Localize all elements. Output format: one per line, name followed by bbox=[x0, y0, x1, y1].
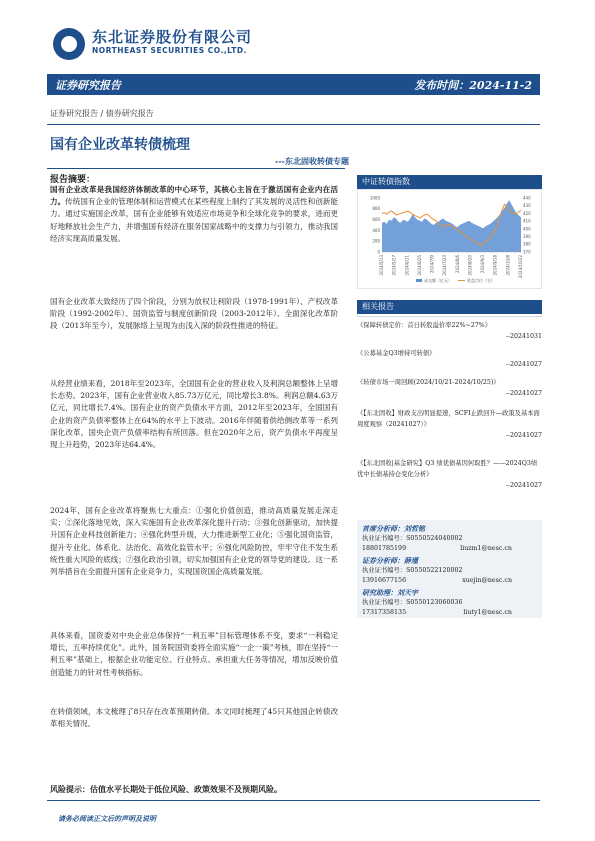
x-tick-label: 2024/6/11 bbox=[404, 255, 410, 276]
analyst-email[interactable]: liuzm1@nesc.cn bbox=[460, 545, 512, 552]
analyst-card bbox=[362, 588, 540, 618]
y-left-tick-label: 0 bbox=[377, 249, 380, 255]
analyst-phone: 13916677156 bbox=[362, 577, 407, 584]
analyst-cert: 执业证书编号：S0550123060036 bbox=[362, 599, 463, 606]
y-right-tick-label: 400 bbox=[523, 226, 531, 232]
analyst-phone: 17317358135 bbox=[362, 609, 407, 616]
x-tick-label: 2024/5/27 bbox=[391, 255, 397, 276]
summary-paragraph-4: 2024年，国有企业改革将聚焦七大重点：①强化价值创造，推动高质量发展走深走实；②深化落地见效，深入实施国有企业改革深化提升行动；③强化创新驱动，加快提升国有企业科技创新能力；④强化转型升级，大力推进新型工业化；⑤强化国资监管，提升专业化、体系化、法治化、高效化监管水平；⑥强化风险防控，牢牢守住不发生系统性重大风险的底线；⑦强化政治引领，切实加强国有企业党的领导党的建设。这一系列举措旨在全面提升国有企业竞争力，实现国资国企高质量发展。 bbox=[50, 506, 338, 577]
y-right-tick-label: 380 bbox=[523, 241, 531, 247]
summary-paragraph-5: 具体来看，国资委对中央企业总体保持“一利五率”目标管理体系不变，要求“一利稳定增长，五率持续优化”。此外，国务院国资委将全面实施“一企一策”考核，即在坚持“一利五率”基础上，根据企业功能定位、行业特点、承担重大任务等情况，增加反映价值创造能力的针对性考核指标。 bbox=[50, 631, 338, 677]
related-report[interactable] bbox=[357, 458, 542, 491]
analyst-card bbox=[362, 524, 540, 554]
x-tick-label: 2024/9/18 bbox=[492, 255, 498, 276]
report-type: 证券研究报告 bbox=[55, 79, 121, 92]
report-date: --20241031 bbox=[505, 333, 542, 340]
chart-section-title: 中证转债指数 bbox=[362, 177, 410, 186]
analyst-role: 首席分析师：刘哲铭 bbox=[362, 524, 425, 533]
summary-paragraph-6: 在转债领域，本文梳理了8只存在改革预期转债。本文同时梳理了45只其他国企转债改革相关情况。 bbox=[50, 707, 338, 729]
header-bar bbox=[47, 74, 540, 95]
x-tick-label: 2024/5/13 bbox=[379, 255, 384, 276]
x-tick-label: 2024/8/20 bbox=[467, 255, 473, 276]
analyst-cert: 执业证书编号：S0550522120002 bbox=[362, 567, 463, 574]
report-date: --20241027 bbox=[505, 361, 542, 368]
related-report[interactable] bbox=[357, 408, 542, 441]
divider bbox=[47, 800, 540, 801]
summary-heading: 报告摘要： bbox=[50, 175, 96, 185]
company-name-en: NORTHEAST SECURITIES CO.,LTD. bbox=[92, 46, 247, 55]
divider bbox=[357, 316, 542, 317]
x-tick-label: 2024/9/3 bbox=[480, 255, 486, 273]
related-report[interactable] bbox=[357, 348, 542, 370]
y-right-tick-label: 410 bbox=[523, 218, 531, 224]
legend-label-index: 收盘点位（右） bbox=[467, 278, 495, 283]
page-subtitle: ---东北固收转债专题 bbox=[275, 156, 349, 166]
footer-disclaimer: 请务必阅读正文后的声明及说明 bbox=[58, 814, 156, 823]
summary-text: 传统国有企业的管理体制和运营模式在某些程度上制约了其发展的灵活性和创新能力。通过实施国企改革，国有企业能够有效适应市场竞争和全球化竞争的要求，进而更好地释放社会生产力，并增强国有经济在服务国家战略中的支撑力与引领力，推动我国经济实现高质量发展。 bbox=[50, 197, 339, 243]
report-title: 《【东北固收|基金研究】Q3 绩优债基因何取胜？——2024Q3绩优中长债基持仓变化分析》 bbox=[357, 460, 538, 478]
legend-label-volume: 成交额（亿元） bbox=[424, 278, 452, 283]
analyst-card bbox=[362, 556, 540, 586]
y-right-tick-label: 420 bbox=[523, 210, 531, 216]
x-tick-label: 2024/8/6 bbox=[454, 255, 460, 273]
summary-paragraph-2: 国有企业改革大致经历了四个阶段，分别为放权让利阶段（1978-1991年）、产权改革阶段（1992-2002年）、国资监管与制度创新阶段（2003-2012年）、全面深化改革阶段（2013年至今），发展脉络上呈现为由浅入深的阶段性推进的特征。 bbox=[50, 297, 338, 331]
y-left-tick-label: 400 bbox=[372, 227, 380, 233]
x-tick-label: 2024/10/8 bbox=[505, 255, 511, 276]
analyst-phone: 18801785199 bbox=[362, 545, 407, 552]
report-title: 《公募基金Q3增持可转债》 bbox=[357, 350, 436, 357]
report-title: 《【东北固收】财政支出明显提速，SCFI止跌回升—政策及基本面周度观察（20241027）》 bbox=[357, 410, 540, 428]
legend-swatch-volume bbox=[416, 279, 422, 282]
analyst-cert: 执业证书编号：S0550524040002 bbox=[362, 535, 463, 542]
y-left-tick-label: 1000 bbox=[369, 195, 380, 201]
report-date: --20241027 bbox=[505, 432, 542, 439]
release-date: 发布时间：2024-11-2 bbox=[414, 79, 532, 92]
related-report[interactable] bbox=[357, 320, 542, 342]
y-right-tick-label: 430 bbox=[523, 203, 531, 209]
y-right-tick-label: 370 bbox=[523, 249, 531, 255]
x-tick-label: 2024/6/25 bbox=[416, 255, 422, 276]
summary-key-sentence: 国有企业改革是我国经济体制改革的中心环节，其核心主旨在于激活国有企业内在活力。 bbox=[50, 185, 338, 207]
breadcrumb: 证券研究报告 / 债券研究报告 bbox=[50, 109, 154, 118]
report-title: 《保障转债定价：首日转股溢价率22%~27%》 bbox=[357, 322, 492, 329]
analyst-role: 证券分析师：薛瑾 bbox=[362, 556, 418, 565]
divider bbox=[47, 168, 345, 169]
y-left-tick-label: 800 bbox=[372, 206, 380, 212]
analyst-email[interactable]: xuejin@nesc.cn bbox=[462, 577, 512, 584]
report-title: 《转债市场一周回顾(2024/10/21-2024/10/25)》 bbox=[357, 379, 500, 386]
analyst-email[interactable]: liuty1@nesc.cn bbox=[463, 609, 512, 616]
analyst-role: 研究助理：刘天宇 bbox=[362, 588, 418, 597]
related-reports-header bbox=[357, 300, 542, 314]
x-tick-label: 2024/7/23 bbox=[442, 255, 448, 276]
related-reports-title: 相关报告 bbox=[362, 302, 394, 311]
risk-warning: 风险提示：估值水平长期处于低位风险、政策效果不及预期风险。 bbox=[50, 784, 282, 794]
y-left-tick-label: 600 bbox=[372, 217, 380, 222]
report-date: --20241027 bbox=[505, 482, 542, 489]
report-date: --20241027 bbox=[505, 390, 542, 397]
y-left-tick-label: 200 bbox=[372, 238, 380, 244]
y-right-tick-label: 440 bbox=[523, 195, 531, 201]
y-right-tick-label: 390 bbox=[523, 233, 531, 239]
x-tick-label: 2024/10/22 bbox=[518, 255, 523, 279]
related-report[interactable] bbox=[357, 377, 542, 399]
page-title: 国有企业改革转债梳理 bbox=[50, 137, 190, 153]
summary-paragraph-3: 从经营业绩来看，2018年至2023年，全国国有企业的营业收入及利润总额整体上呈增长态势。2023年，国有企业营业收入85.73万亿元，同比增长3.8%。利润总额4.63万亿元，同比增长7.4%。国有企业的资产负债水平方面，2012年至2023年，全国国有企业的资产负债率整体上在64%的水平上下波动。2016年伴随着供给侧改革等一系列深化改革，国央企资产负债率结构有所回落。但在2020年之后，资产负债水平再度呈现上升趋势，2023年达64.4%。 bbox=[50, 379, 338, 450]
summary-paragraph-1 bbox=[50, 184, 338, 245]
company-logo-icon bbox=[53, 28, 85, 60]
company-name-cn: 东北证券股份有限公司 bbox=[92, 28, 253, 46]
chart-section-header bbox=[357, 175, 542, 189]
divider bbox=[47, 124, 540, 125]
x-tick-label: 2024/7/9 bbox=[429, 255, 435, 273]
chart-frame bbox=[357, 189, 542, 289]
convertible-bond-index-chart bbox=[358, 190, 541, 288]
